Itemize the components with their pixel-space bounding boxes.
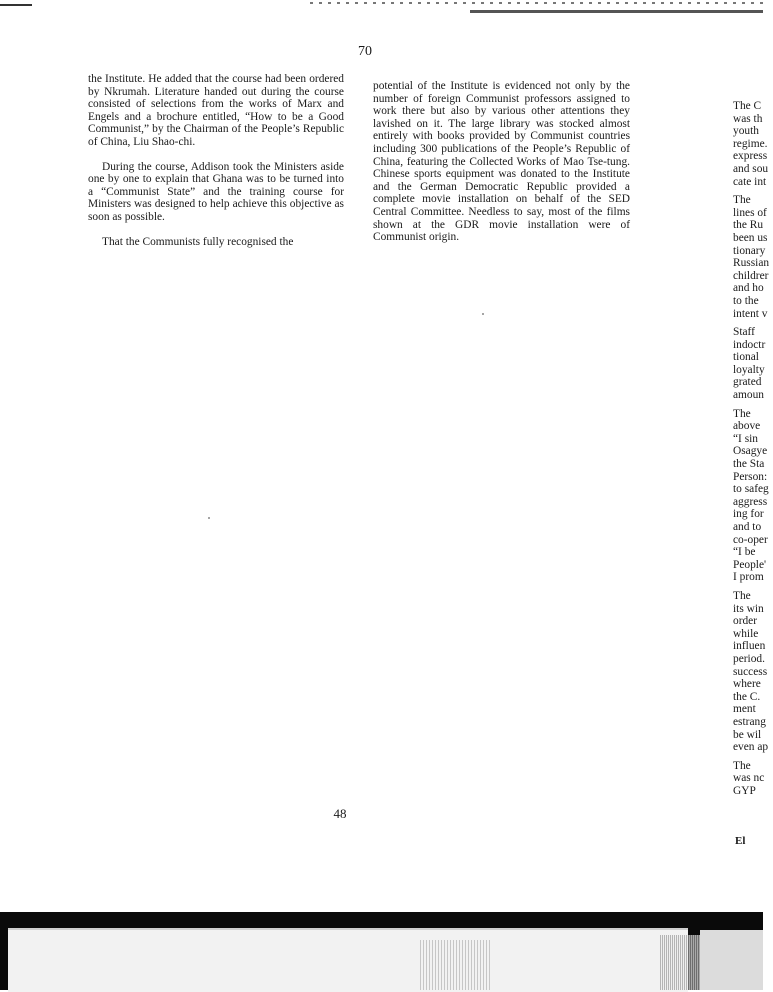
right-column-line: I prom bbox=[733, 571, 764, 584]
right-column-line: youth bbox=[733, 125, 759, 138]
right-column-line: tional bbox=[733, 351, 759, 364]
crop-mark bbox=[0, 4, 32, 6]
right-column-line: aggress bbox=[733, 495, 768, 508]
right-column-line: childrer bbox=[733, 269, 769, 282]
left-text-column bbox=[88, 73, 344, 260]
right-column-line: estrang bbox=[733, 715, 766, 728]
right-column-line: and to bbox=[733, 521, 762, 533]
right-column-line: influen bbox=[733, 640, 766, 653]
right-column-line: regime. bbox=[733, 137, 768, 150]
right-column-line: grated bbox=[733, 376, 762, 389]
right-column-line: The bbox=[733, 589, 751, 602]
right-column-line: and sou bbox=[733, 162, 769, 175]
corner-label: El bbox=[735, 835, 746, 847]
right-column-line: ment bbox=[733, 703, 756, 716]
right-column-line: cate int bbox=[733, 175, 767, 188]
right-column-line: and ho bbox=[733, 282, 764, 295]
left-paragraph-1: the Institute. He added that the course had been ordered by Nkrumah. Literature handed out during the course consisted of selections from the works of Marx and Engels and a brochure entitled, “How to be a Good Communist,” by the Chairman of the People’s Republic of China, Liu Shao-chi. bbox=[88, 73, 344, 148]
right-column-line: success bbox=[733, 665, 768, 678]
right-column-line: indoctr bbox=[733, 338, 766, 351]
right-column-line: intent v bbox=[733, 307, 768, 320]
right-column-line: while bbox=[733, 627, 759, 640]
left-paragraph-3: That the Communists fully recognised the bbox=[102, 235, 294, 248]
scan-noise bbox=[420, 940, 490, 990]
right-column-line: The bbox=[733, 759, 751, 772]
right-column-line: Osagye bbox=[733, 445, 768, 458]
right-column-line: period. bbox=[733, 652, 765, 665]
page-number-bottom: 48 bbox=[333, 806, 347, 821]
right-column-line: People' bbox=[733, 558, 767, 571]
right-column-line: even ap bbox=[733, 741, 769, 754]
page-number-top: 70 bbox=[358, 44, 372, 59]
right-column-line: the Sta bbox=[733, 458, 765, 471]
right-column-line: The bbox=[733, 194, 751, 207]
right-column-line: tionary bbox=[733, 244, 766, 257]
right-column-line: “I be bbox=[733, 546, 756, 559]
bottom-right-block bbox=[700, 930, 763, 990]
right-column-line: The C bbox=[733, 100, 762, 112]
right-column-line: where bbox=[733, 678, 761, 691]
right-column-line: Staff bbox=[733, 326, 755, 339]
right-column-line: its win bbox=[733, 602, 764, 615]
right-column-line: the C. bbox=[733, 690, 761, 703]
left-paragraph-2: During the course, Addison took the Ministers aside one by one to explain that Ghana was to be turned into a “Communist State” and the training course for Ministers was designed to help achieve this objective as soon as possible. bbox=[88, 160, 344, 223]
scan-speck bbox=[482, 313, 484, 315]
bottom-page-edge bbox=[8, 928, 688, 992]
right-column-line: Russian bbox=[733, 257, 770, 270]
right-column-line: order bbox=[733, 615, 758, 628]
scan-bar bbox=[470, 10, 763, 13]
middle-text-column bbox=[373, 80, 630, 256]
right-column-line: above bbox=[733, 420, 761, 433]
right-column-line: be wil bbox=[733, 728, 762, 741]
right-column-line: “I sin bbox=[733, 432, 758, 445]
right-column-line: was nc bbox=[733, 772, 765, 785]
middle-paragraph-1: potential of the Institute is evidenced not only by the number of foreign Communist professors assigned to work there but also by various other attentions they lavished on it. The large library was stocked almost entirely with books provided by Communist countries including 300 publications of the People’s Republic of China, featuring the Collected Works of Mao Tse-tung. Chinese sports equipment was donated to the Institute and the German Democratic Republic provided a complete movie installation on behalf of the SED Central Committee. Needless to say, most of the films shown at the GDR movie installation were of Communist origin. bbox=[373, 80, 630, 244]
right-column-line: ing for bbox=[733, 508, 764, 521]
right-column-line: The bbox=[733, 407, 751, 420]
dotted-rule bbox=[310, 2, 763, 4]
right-column-line: was th bbox=[733, 112, 763, 125]
top-scan-border bbox=[0, 0, 763, 14]
right-column-line: express bbox=[733, 150, 768, 163]
right-column-line: GYP bbox=[733, 784, 756, 797]
right-column-line: the Ru bbox=[733, 219, 764, 232]
right-column-line: to safeg bbox=[733, 483, 769, 496]
right-column-line: been us bbox=[733, 231, 768, 244]
right-text-column-fragment bbox=[733, 100, 773, 797]
right-column-line: loyalty bbox=[733, 363, 765, 376]
right-column-line: co-oper bbox=[733, 533, 768, 546]
right-column-line: Person: bbox=[733, 470, 768, 483]
right-column-line: to the bbox=[733, 294, 759, 307]
scan-speck bbox=[208, 517, 210, 519]
right-column-line: amoun bbox=[733, 389, 765, 402]
right-column-line: lines of bbox=[733, 206, 767, 219]
